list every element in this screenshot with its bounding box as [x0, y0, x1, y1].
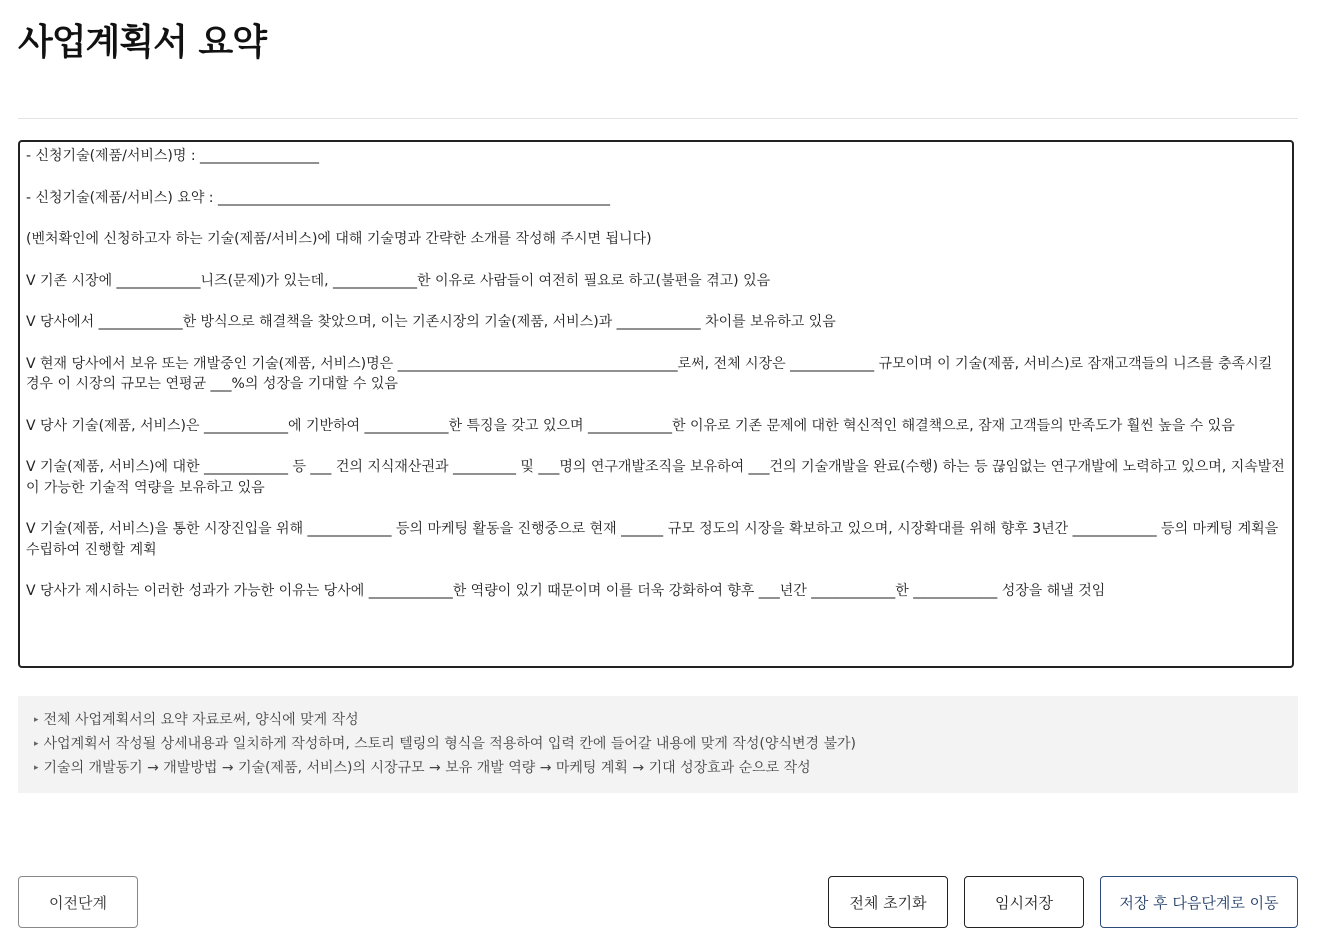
save-next-button[interactable]: 저장 후 다음단계로 이동 — [1100, 876, 1298, 928]
guide-item — [34, 756, 1282, 780]
title-divider — [18, 118, 1298, 119]
guide-item-text: 사업계획서 작성될 상세내용과 일치하게 작성하며, 스토리 텔링의 형식을 적용하여 입력 칸에 들어갈 내용에 맞게 작성(양식변경 불가) — [43, 736, 856, 752]
editor-line-ip-rnd[interactable]: V 기술(제품, 서비스)에 대한 ____________ 등 ___ 건의 지식재산권과 _________ 및 ___명의 연구개발조직을 보유하여 ___건의 기술개발을 완료(수행) 하는 등 끊임없는 연구개발에 노력하고 있으며, 지속발전이 가능한 기술적 역량을 보유하고 있음 — [26, 459, 1285, 496]
editor-line-market-size[interactable]: V 현재 당사에서 보유 또는 개발중인 기술(제품, 서비스)명은 ________________________________________로써, 전체 시장은 ____________ 규모이며 이 기술(제품, 서비스)로 잠재고객들의 니즈를 충족시킬 경우 이 시장의 규모는 연평균 ___%의 성장을 기대할 수 있음 — [26, 355, 1277, 392]
editor-line-market-needs[interactable]: V 기존 시장에 ____________니즈(문제)가 있는데, ____________한 이유로 사람들이 여전히 필요로 하고(불편을 겪고) 있음 — [26, 272, 771, 289]
guide-item — [34, 732, 1282, 756]
editor-line-marketing[interactable]: V 기술(제품, 서비스)을 통한 시장진입을 위해 ____________ 등의 마케팅 활동을 진행중으로 현재 ______ 규모 정도의 시장을 확보하고 있으며, 시장확대를 위해 향후 3년간 ____________ 등의 마케팅 계획을 수립하여 진행할 계획 — [26, 521, 1283, 558]
temp-save-button[interactable]: 임시저장 — [964, 876, 1084, 928]
guide-box — [18, 696, 1298, 793]
editor-line-growth[interactable]: V 당사가 제시하는 이러한 성과가 가능한 이유는 당사에 ____________한 역량이 있기 때문이며 이를 더욱 강화하여 향후 ___년간 ____________한 ____________ 성장을 해낼 것임 — [26, 583, 1106, 599]
triangle-right-icon: ▸ — [34, 715, 39, 725]
summary-editor[interactable] — [18, 140, 1294, 668]
editor-line-instruction[interactable]: (벤처확인에 신청하고자 하는 기술(제품/서비스)에 대해 기술명과 간략한 소개를 작성해 주시면 됩니다) — [26, 231, 652, 247]
editor-line-tech-name[interactable]: - 신청기술(제품/서비스)명 : _________________ — [26, 148, 319, 164]
guide-item-text: 기술의 개발동기 → 개발방법 → 기술(제품, 서비스)의 시장규모 → 보유 개발 역량 → 마케팅 계획 → 기대 성장효과 순으로 작성 — [43, 760, 811, 776]
guide-item-text: 전체 사업계획서의 요약 자료로써, 양식에 맞게 작성 — [43, 712, 359, 728]
editor-line-tech-feature[interactable]: V 당사 기술(제품, 서비스)은 ____________에 기반하여 ____________한 특징을 갖고 있으며 ____________한 이유로 기존 문제에 대한 혁신적인 해결책으로, 잠재 고객들의 만족도가 훨씬 높을 수 있음 — [26, 417, 1235, 434]
triangle-right-icon: ▸ — [34, 739, 39, 749]
editor-line-tech-summary[interactable]: - 신청기술(제품/서비스) 요약 : ________________________________________________________ — [26, 189, 610, 206]
prev-step-button[interactable]: 이전단계 — [18, 876, 138, 928]
page-title: 사업계획서 요약 — [18, 22, 266, 63]
triangle-right-icon: ▸ — [34, 763, 39, 773]
editor-line-solution[interactable]: V 당사에서 ____________한 방식으로 해결책을 찾았으며, 이는 기존시장의 기술(제품, 서비스)과 ____________ 차이를 보유하고 있음 — [26, 314, 836, 330]
reset-all-button[interactable]: 전체 초기화 — [828, 876, 948, 928]
guide-item — [34, 708, 1282, 732]
